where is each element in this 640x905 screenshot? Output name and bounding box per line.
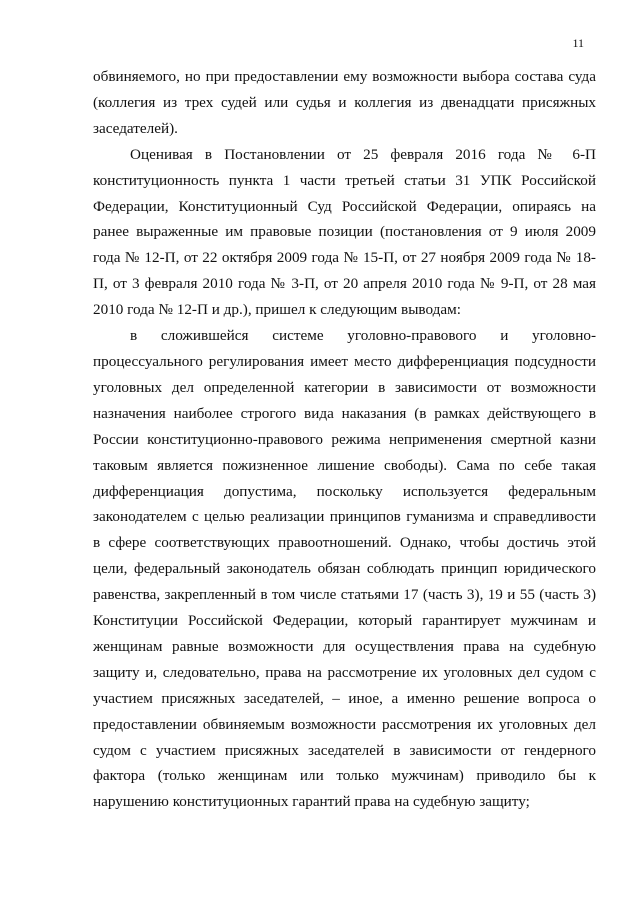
page-number: 11 xyxy=(572,36,584,50)
document-body xyxy=(93,64,596,815)
paragraph-continuation: обвиняемого, но при предоставлении ему возможности выбора состава суда (коллегия из трех судей или судья и коллегия из двенадцати присяжных заседателей). xyxy=(93,68,596,137)
paragraph-resolution-assessment: Оценивая в Постановлении от 25 февраля 2016 года № 6-П конституционность пункта 1 части третьей статьи 31 УПК Российской Федерации, Конституционный Суд Российской Федерации, опираясь на ранее выраженные им правовые позиции (постановления от 9 июля 2009 года № 12-П, от 22 октября 2009 года № 15-П, от 27 ноября 2009 года № 18-П, от 3 февраля 2010 года № 3-П, от 20 апреля 2010 года № 9-П, от 28 мая 2010 года № 12-П и др.), пришел к следующим выводам: xyxy=(93,145,596,319)
paragraph-conclusion: в сложившейся системе уголовно-правового и уголовно-процессуального регулирования имеет место дифференциация подсудности уголовных дел определенной категории в зависимости от возможности назначения наиболее строгого вида наказания (в рамках действующего в России конституционно-правового режима неприменения смертной казни таковым является пожизненное лишение свободы). Сама по себе такая дифференциация допустима, поскольку используется федеральным законодателем с целью реализации принципов гуманизма и справедливости в сфере соответствующих правоотношений. Однако, чтобы достичь этой цели, федеральный законодатель обязан соблюдать принцип юридического равенства, закрепленный в том числе статьями 17 (часть 3), 19 и 55 (часть 3) Конституции Российской Федерации, который гарантирует мужчинам и женщинам равные возможности для осуществления права на судебную защиту и, следовательно, права на рассмотрение их уголовных дел судом с участием присяжных заседателей, – иное, а именно решение вопроса о предоставлении обвиняемым возможности рассмотрения их уголовных дел судом с участием присяжных заседателей в зависимости от гендерного фактора (только женщинам или только мужчинам) приводило бы к нарушению конституционных гарантий права на судебную защиту; xyxy=(93,327,596,811)
